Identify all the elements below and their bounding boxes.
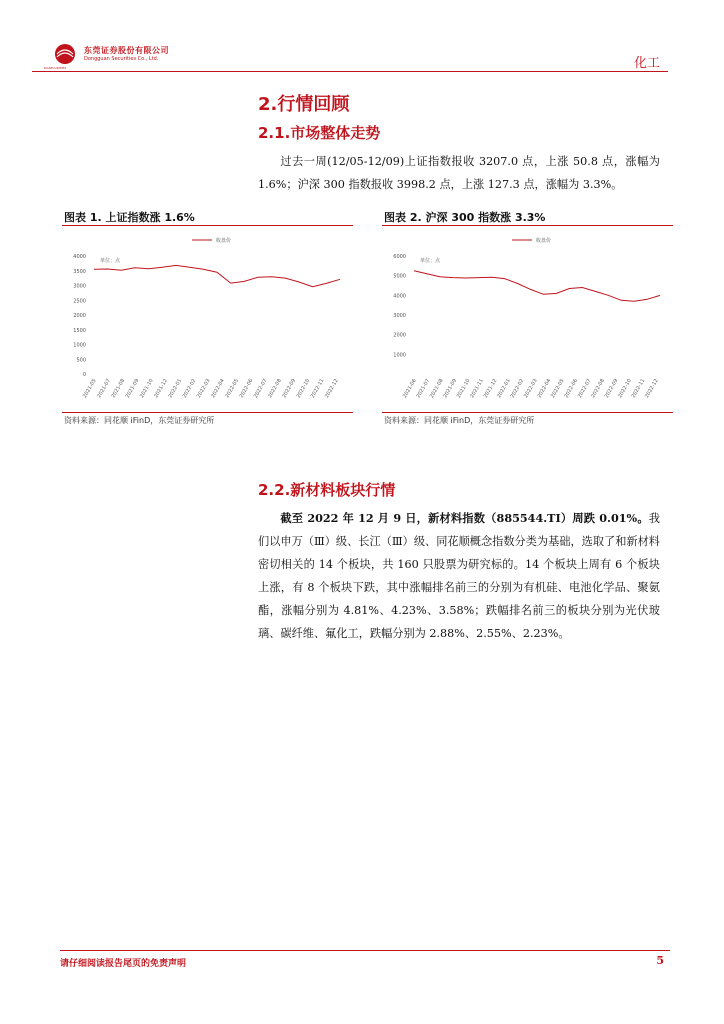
company-logo-icon bbox=[52, 42, 78, 68]
y-tick-label: 1000 bbox=[393, 352, 406, 359]
subsection-heading-new-materials: 2.2.新材料板块行情 bbox=[258, 481, 396, 499]
legend-label: 收盘价 bbox=[536, 238, 552, 244]
y-tick-label: 2000 bbox=[393, 332, 406, 339]
x-tick-label: 2022-01 bbox=[167, 378, 184, 400]
x-tick-label: 2021-12 bbox=[482, 378, 499, 400]
x-tick-label: 2022-08 bbox=[267, 378, 283, 400]
new-materials-body: 我们以申万（Ⅲ）级、长江（Ⅲ）级、同花顺概念指数分类为基础，选取了和新材料密切相关的 14 个板块，共 160 只股票为研究标的。14 个板块上周有 6 个板块上涨，有 8 个板块下跌，其中涨幅排名前三的分别为有机硅、电池化学品、聚氨酯，涨幅分别为 4.81%、4.23%、3.58%；跌幅排名前三的板块分别为光伏玻璃、碳纤维、氟化工，跌幅分别为 2.88%、2.55%、2.23%。 bbox=[258, 512, 660, 640]
chart-2-svg bbox=[382, 226, 673, 412]
new-materials-paragraph bbox=[258, 507, 660, 645]
figure-2-source-line bbox=[382, 412, 673, 413]
y-tick-label: 500 bbox=[76, 357, 86, 364]
x-tick-label: 2022-02 bbox=[509, 378, 526, 400]
x-tick-label: 2022-01 bbox=[496, 378, 512, 400]
x-tick-label: 2022-05 bbox=[549, 378, 566, 400]
x-tick-label: 2022-11 bbox=[630, 378, 647, 400]
y-tick-label: 5000 bbox=[393, 273, 406, 280]
figure-1-chart bbox=[62, 225, 353, 414]
page-header bbox=[32, 38, 668, 72]
x-tick-label: 2022-10 bbox=[617, 378, 633, 400]
market-summary-paragraph bbox=[258, 150, 660, 196]
x-tick-label: 2022-06 bbox=[563, 378, 580, 400]
y-tick-label: 2000 bbox=[73, 313, 86, 319]
x-tick-label: 2021-08 bbox=[110, 378, 127, 400]
new-materials-lead: 截至 2022 年 12 月 9 日，新材料指数（885544.TI）周跌 0.01%。 bbox=[280, 511, 649, 525]
x-tick-label: 2022-10 bbox=[295, 378, 312, 400]
footer-disclaimer: 请仔细阅读报告尾页的免责声明 bbox=[60, 959, 187, 969]
x-tick-label: 2021-07 bbox=[415, 378, 432, 400]
x-tick-label: 2022-02 bbox=[181, 378, 198, 400]
y-tick-label: 3000 bbox=[73, 283, 86, 290]
y-tick-label: 0 bbox=[82, 372, 86, 378]
figure-2-source: 资料来源：同花顺 iFinD，东莞证券研究所 bbox=[384, 416, 535, 425]
x-tick-label: 2021-10 bbox=[455, 378, 472, 400]
x-tick-label: 2022-07 bbox=[252, 378, 269, 400]
market-summary-text: 过去一周(12/05-12/09)上证指数报收 3207.0 点，上涨 50.8 点，涨幅为 1.6%；沪深 300 指数报收 3998.2 点，上涨 127.3 点，涨幅为 3.3%。 bbox=[258, 155, 660, 191]
figure-1-title: 图表 1. 上证指数涨 1.6% bbox=[64, 211, 195, 224]
x-tick-label: 2022-07 bbox=[576, 378, 593, 400]
x-tick-label: 2022-12 bbox=[644, 378, 660, 400]
figure-1-source-line bbox=[62, 412, 353, 413]
chart-1-svg bbox=[62, 226, 353, 412]
x-tick-label: 2022-08 bbox=[590, 378, 606, 400]
y-tick-label: 4000 bbox=[73, 254, 86, 260]
y-tick-label: 4000 bbox=[393, 293, 406, 300]
y-tick-label: 1000 bbox=[73, 342, 86, 349]
x-tick-label: 2021-11 bbox=[469, 378, 485, 400]
series-line bbox=[94, 265, 340, 286]
y-tick-label: 1500 bbox=[73, 327, 86, 334]
x-tick-label: 2022-03 bbox=[195, 378, 212, 400]
x-tick-label: 2022-06 bbox=[238, 378, 255, 400]
sector-label: 化工 bbox=[633, 56, 660, 71]
y-tick-label: 3500 bbox=[73, 268, 86, 275]
company-name-cn: 东莞证券股份有限公司 bbox=[84, 46, 169, 55]
company-name-en: Dongguan Securities Co., Ltd. bbox=[84, 56, 159, 62]
x-tick-label: 2022-09 bbox=[603, 378, 620, 400]
page-number: 5 bbox=[656, 954, 664, 967]
x-tick-label: 2022-11 bbox=[309, 378, 326, 400]
figure-1-source: 资料来源：同花顺 iFinD，东莞证券研究所 bbox=[64, 416, 215, 425]
y-tick-label: 2500 bbox=[73, 298, 86, 305]
x-tick-label: 2021-05 bbox=[82, 378, 98, 400]
legend-label: 收盘价 bbox=[216, 238, 232, 244]
unit-label: 单位：点 bbox=[100, 258, 121, 264]
footer-divider bbox=[60, 950, 670, 951]
section-heading: 2.行情回顾 bbox=[258, 94, 350, 115]
x-tick-label: 2021-07 bbox=[96, 378, 112, 400]
series-line bbox=[414, 271, 660, 301]
x-tick-label: 2021-06 bbox=[402, 378, 418, 400]
figure-2-title: 图表 2. 沪深 300 指数涨 3.3% bbox=[384, 211, 546, 224]
x-tick-label: 2021-09 bbox=[124, 378, 141, 400]
x-tick-label: 2021-12 bbox=[153, 378, 169, 400]
figure-2-chart bbox=[382, 225, 673, 414]
x-tick-label: 2022-09 bbox=[281, 378, 298, 400]
x-tick-label: 2022-12 bbox=[324, 378, 340, 400]
y-tick-label: 6000 bbox=[393, 254, 406, 260]
x-tick-label: 2022-04 bbox=[210, 378, 226, 400]
x-tick-label: 2022-05 bbox=[224, 378, 241, 400]
x-tick-label: 2022-04 bbox=[536, 378, 553, 400]
x-tick-label: 2021-09 bbox=[442, 378, 459, 400]
logo-subtext: DGSECURITIES bbox=[44, 66, 67, 70]
y-tick-label: 3000 bbox=[393, 313, 406, 319]
x-tick-label: 2021-08 bbox=[428, 378, 445, 400]
x-tick-label: 2021-10 bbox=[139, 378, 155, 400]
header-divider bbox=[32, 71, 668, 72]
x-tick-label: 2022-03 bbox=[523, 378, 539, 400]
unit-label: 单位：点 bbox=[420, 258, 441, 264]
subsection-heading-market: 2.1.市场整体走势 bbox=[258, 124, 381, 142]
